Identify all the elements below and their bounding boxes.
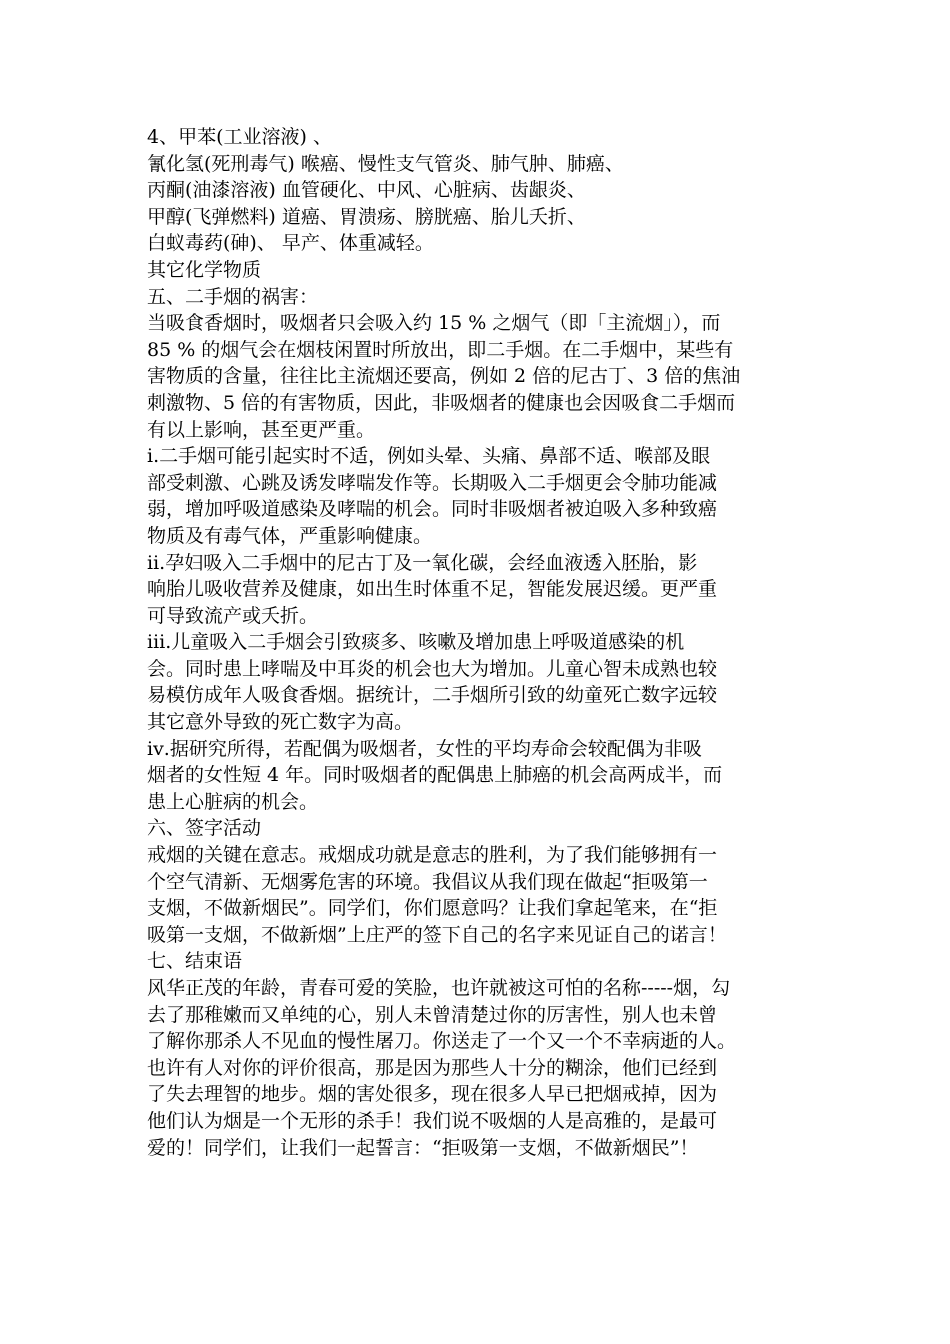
text-line: 个空气清新、无烟雾危害的环境。我倡议从我们现在做起“拒吸第一 <box>147 870 708 893</box>
document-body <box>147 124 807 1161</box>
text-line: 当吸食香烟时，吸烟者只会吸入约 15 % 之烟气（即「主流烟」），而 <box>147 312 721 335</box>
section-heading: 七、结束语 <box>147 950 243 973</box>
text-line: 可导致流产或夭折。 <box>147 604 319 627</box>
text-line: 爱的！同学们，让我们一起誓言：“拒吸第一支烟，不做新烟民”！ <box>147 1136 699 1159</box>
text-line: ⅰ.二手烟可能引起实时不适，例如头晕、头痛、鼻部不适、喉部及眼 <box>147 445 711 468</box>
text-line: ⅱ.孕妇吸入二手烟中的尼古丁及一氧化碳，会经血液透入胚胎，影 <box>147 551 698 574</box>
text-line: 有以上影响，甚至更严重。 <box>147 418 376 441</box>
text-line: 风华正茂的年龄，青春可爱的笑脸，也许就被这可怕的名称-----烟，勾 <box>147 977 731 999</box>
text-line: 部受刺激、心跳及诱发哮喘发作等。长期吸入二手烟更会令肺功能减 <box>147 471 718 494</box>
text-line: 了解你那杀人不见血的慢性屠刀。你送走了一个又一个不幸病逝的人。 <box>147 1030 737 1053</box>
text-line: ⅲ.儿童吸入二手烟会引致痰多、咳嗽及增加患上呼吸道感染的机 <box>147 631 685 654</box>
text-line: 也许有人对你的评价很高，那是因为那些人十分的糊涂，他们已经到 <box>147 1056 718 1079</box>
text-line: 85 % 的烟气会在烟枝闲置时所放出，即二手烟。在二手烟中，某些有 <box>147 338 734 361</box>
text-line: 易模仿成年人吸食香烟。据统计，二手烟所引致的幼童死亡数字远较 <box>147 684 718 707</box>
text-line: 戒烟的关键在意志。戒烟成功就是意志的胜利，为了我们能够拥有一 <box>147 844 718 867</box>
section-heading: 六、签字活动 <box>147 817 262 840</box>
text-line: 患上心脏病的机会。 <box>147 790 319 813</box>
text-line: 支烟，不做新烟民”。同学们，你们愿意吗？让我们拿起笔来，在“拒 <box>147 897 718 920</box>
text-line: 物质及有毒气体，严重影响健康。 <box>147 524 433 547</box>
text-line: 响胎儿吸收营养及健康，如出生时体重不足，智能发展迟缓。更严重 <box>147 578 718 601</box>
text-line: 弱，增加呼吸道感染及哮喘的机会。同时非吸烟者被迫吸入多种致癌 <box>147 498 718 521</box>
text-line: 其它意外导致的死亡数字为高。 <box>147 711 414 734</box>
section-heading: 五、二手烟的祸害： <box>147 285 319 308</box>
text-line: 其它化学物质 <box>147 258 262 281</box>
text-line: 刺激物、5 倍的有害物质，因此，非吸烟者的健康也会因吸食二手烟而 <box>147 391 736 414</box>
text-line: 白蚁毒药(砷)、 早产、体重减轻。 <box>147 232 434 255</box>
text-line: 丙酮(油漆溶液) 血管硬化、中风、心脏病、齿龈炎、 <box>147 179 586 202</box>
text-line: 了失去理智的地步。烟的害处很多，现在很多人早已把烟戒掉，因为 <box>147 1083 718 1106</box>
text-line: 去了那稚嫩而又单纯的心，别人未曾清楚过你的厉害性，别人也未曾 <box>147 1003 718 1026</box>
text-line: 4、甲苯(工业溶液) 、 <box>147 126 332 148</box>
text-line: 氰化氢(死刑毒气) 喉癌、慢性支气管炎、肺气肿、肺癌、 <box>147 152 624 175</box>
text-line: 会。同时患上哮喘及中耳炎的机会也大为增加。儿童心智未成熟也较 <box>147 657 718 680</box>
text-line: ⅳ.据研究所得，若配偶为吸烟者，女性的平均寿命会较配偶为非吸 <box>147 737 702 760</box>
text-line: 害物质的含量，往往比主流烟还要高，例如 2 倍的尼古丁、3 倍的焦油 <box>147 365 741 388</box>
text-line: 他们认为烟是一个无形的杀手！我们说不吸烟的人是高雅的，是最可 <box>147 1109 718 1132</box>
text-line: 烟者的女性短 4 年。同时吸烟者的配偶患上肺癌的机会高两成半，而 <box>147 764 723 787</box>
text-line: 吸第一支烟，不做新烟”上庄严的签下自己的名字来见证自己的诺言！ <box>147 923 727 946</box>
text-line: 甲醇(飞弹燃料) 道癌、胃溃疡、膀胱癌、胎儿夭折、 <box>147 205 586 228</box>
